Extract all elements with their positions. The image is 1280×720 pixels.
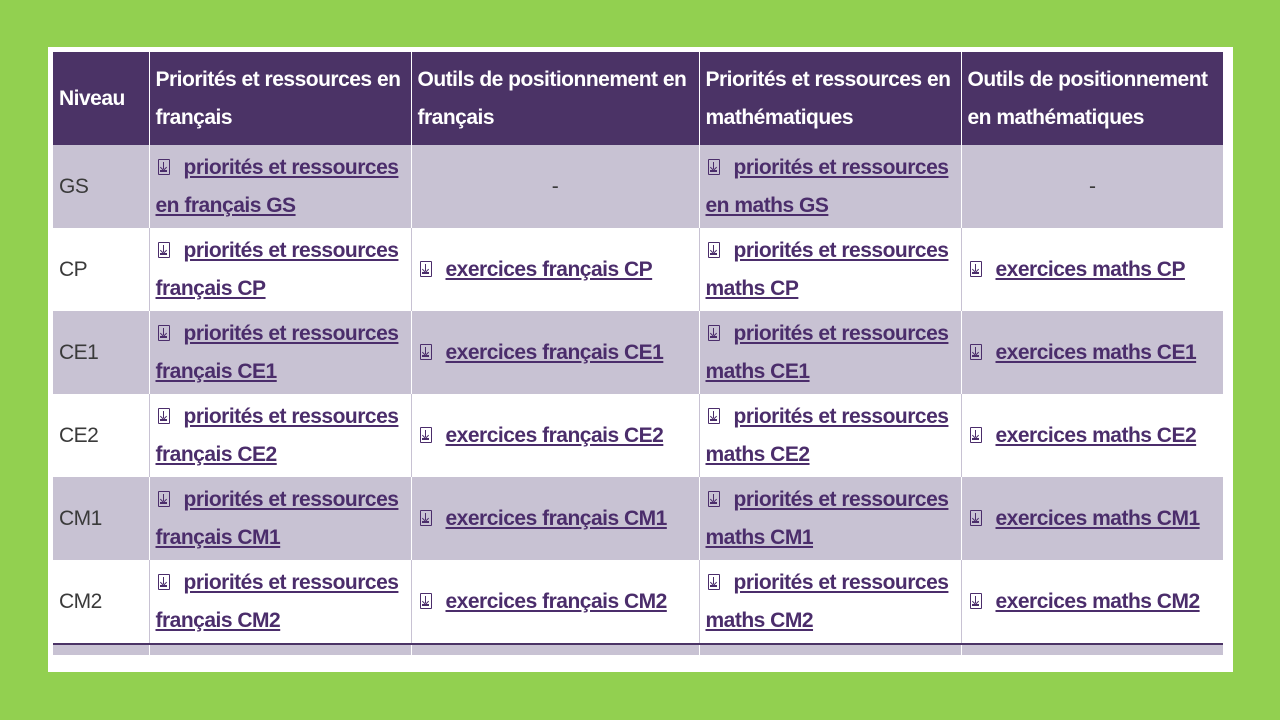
fr-outils-cell [411,311,699,394]
fr-priorites-cell [149,145,411,228]
table-frame [48,47,1233,672]
download-icon [708,574,720,590]
math-priorites-link[interactable]: priorités et ressources maths CP [705,238,949,300]
fr-priorites-cell [149,477,411,560]
fr-outils-link[interactable]: exercices français CM1 [445,506,667,530]
fr-priorites-cell [149,394,411,477]
table-row [53,394,1223,477]
download-icon [420,261,432,277]
level-cell: CE1 [53,311,149,394]
fr-priorites-link[interactable]: priorités et ressources français CM2 [155,570,399,632]
fr-priorites-link[interactable]: priorités et ressources en français GS [155,155,399,217]
header-outils-francais: Outils de positionnement en français [411,52,699,145]
math-priorites-cell [699,560,961,644]
math-priorites-cell [699,394,961,477]
download-icon [158,242,170,258]
math-priorites-link[interactable]: priorités et ressources maths CE1 [705,321,949,383]
fr-priorites-cell [149,228,411,311]
math-priorites-link[interactable]: priorités et ressources en maths GS [705,155,949,217]
fr-outils-link[interactable]: exercices français CP [445,257,653,281]
fr-outils-cell [411,394,699,477]
math-outils-link[interactable]: exercices maths CE1 [995,340,1197,364]
table-row [53,145,1223,228]
download-icon [420,510,432,526]
table-row [53,311,1223,394]
math-outils-cell [961,477,1223,560]
table-row [53,228,1223,311]
partial-cell [149,644,411,655]
header-niveau: Niveau [53,52,149,145]
math-priorites-cell [699,477,961,560]
level-cell: CP [53,228,149,311]
download-icon [158,159,170,175]
download-icon [970,261,982,277]
math-outils-cell: - [961,145,1223,228]
partial-cell [699,644,961,655]
table-row-partial [53,644,1223,655]
math-outils-cell [961,311,1223,394]
math-outils-link[interactable]: exercices maths CM1 [995,506,1200,530]
download-icon [708,408,720,424]
download-icon [420,593,432,609]
level-cell: CE2 [53,394,149,477]
download-icon [708,491,720,507]
header-priorites-maths: Priorités et ressources en mathématiques [699,52,961,145]
partial-cell [961,644,1223,655]
table-row [53,477,1223,560]
fr-priorites-link[interactable]: priorités et ressources français CE2 [155,404,399,466]
fr-priorites-cell [149,560,411,644]
download-icon [420,344,432,360]
fr-outils-cell: - [411,145,699,228]
download-icon [708,242,720,258]
download-icon [970,427,982,443]
download-icon [158,325,170,341]
level-cell: CM2 [53,560,149,644]
level-cell: GS [53,145,149,228]
fr-outils-cell [411,560,699,644]
math-outils-cell [961,560,1223,644]
download-icon [158,408,170,424]
math-priorites-cell [699,228,961,311]
table-header-row [53,52,1223,145]
partial-cell [53,644,149,655]
fr-outils-link[interactable]: exercices français CE2 [445,423,664,447]
fr-priorites-link[interactable]: priorités et ressources français CE1 [155,321,399,383]
math-outils-link[interactable]: exercices maths CM2 [995,589,1200,613]
fr-priorites-cell [149,311,411,394]
level-cell: CM1 [53,477,149,560]
fr-priorites-link[interactable]: priorités et ressources français CP [155,238,399,300]
math-outils-link[interactable]: exercices maths CE2 [995,423,1197,447]
download-icon [708,159,720,175]
math-outils-link[interactable]: exercices maths CP [995,257,1185,281]
download-icon [970,593,982,609]
fr-outils-link[interactable]: exercices français CM2 [445,589,667,613]
partial-cell [411,644,699,655]
math-priorites-link[interactable]: priorités et ressources maths CM2 [705,570,949,632]
download-icon [158,491,170,507]
fr-outils-cell [411,477,699,560]
download-icon [970,510,982,526]
math-priorites-link[interactable]: priorités et ressources maths CE2 [705,404,949,466]
math-outils-cell [961,228,1223,311]
fr-outils-cell [411,228,699,311]
download-icon [970,344,982,360]
header-priorites-francais: Priorités et ressources en français [149,52,411,145]
math-priorites-link[interactable]: priorités et ressources maths CM1 [705,487,949,549]
fr-priorites-link[interactable]: priorités et ressources français CM1 [155,487,399,549]
fr-outils-link[interactable]: exercices français CE1 [445,340,664,364]
math-priorites-cell [699,145,961,228]
header-outils-maths: Outils de positionnement en mathématiques [961,52,1223,145]
download-icon [708,325,720,341]
math-priorites-cell [699,311,961,394]
math-outils-cell [961,394,1223,477]
resources-table [53,52,1223,655]
table-row [53,560,1223,644]
download-icon [420,427,432,443]
download-icon [158,574,170,590]
